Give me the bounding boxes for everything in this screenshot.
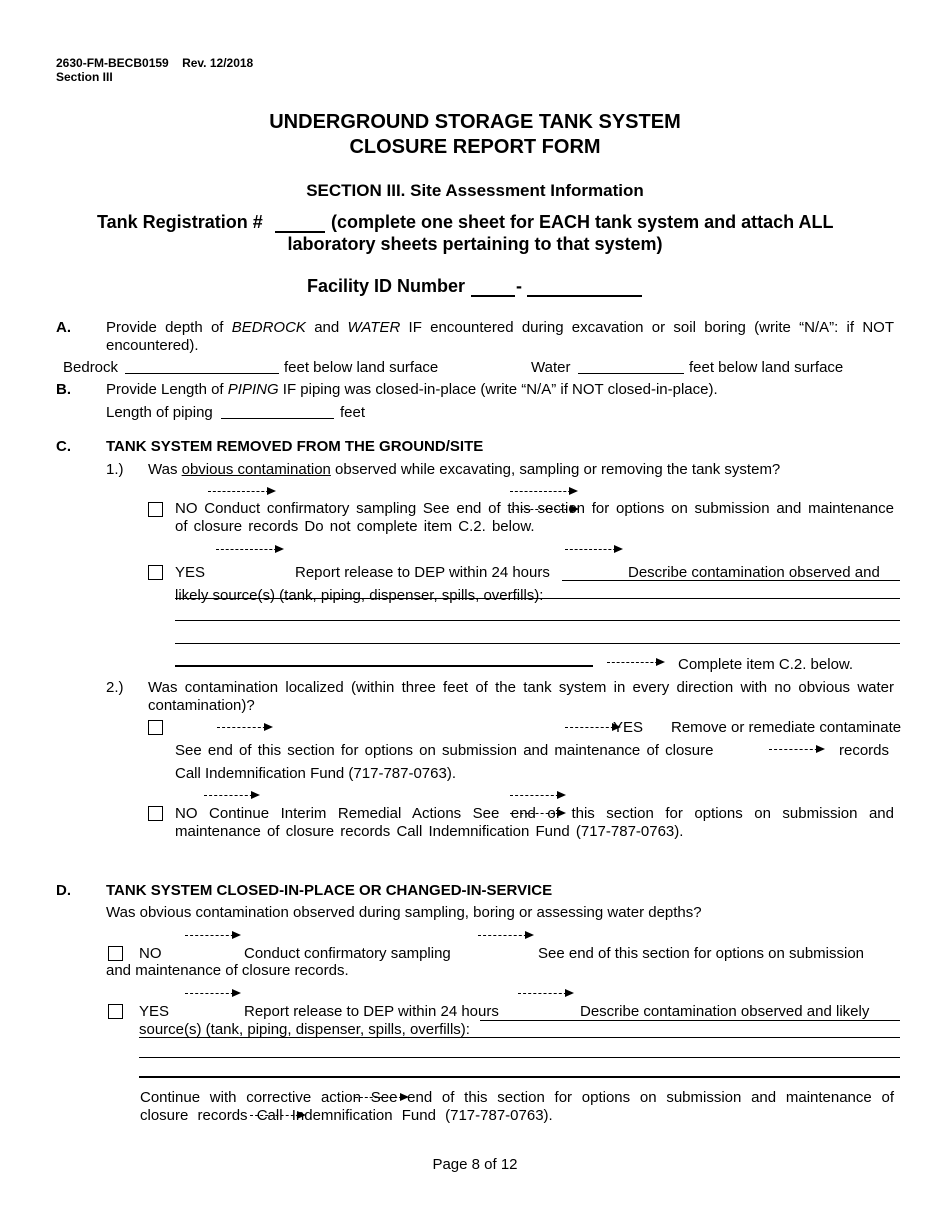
section-c-letter: C. xyxy=(56,438,71,455)
c1-yes-label: YES xyxy=(175,564,206,581)
arrow-icon xyxy=(217,727,271,728)
section-a-instructions: Provide depth of BEDROCK and WATER IF encountered during excavation or soil boring (write “N/A”: if NOT encountered). xyxy=(106,319,894,354)
c2-yes-records: records xyxy=(839,742,890,759)
arrow-icon xyxy=(478,935,532,936)
d-question: Was obvious contamination observed during sampling, boring or assessing water depths? xyxy=(106,904,702,921)
c1-answer-line-4[interactable] xyxy=(175,665,593,667)
page-title: UNDERGROUND STORAGE TANK SYSTEM xyxy=(269,111,681,133)
c2-question: Was contamination localized (within three feet of the tank system in every direction with no obvious water contamination)? xyxy=(148,679,894,714)
c1-answer-line-3[interactable] xyxy=(175,643,900,644)
arrow-icon xyxy=(208,491,274,492)
arrow-icon xyxy=(216,549,282,550)
c1-yes-report: Report release to DEP within 24 hours xyxy=(295,564,550,581)
section-d-heading: TANK SYSTEM CLOSED-IN-PLACE OR CHANGED-IN-SERVICE xyxy=(106,882,553,899)
arrow-icon xyxy=(510,813,564,814)
section-d-letter: D. xyxy=(56,882,71,899)
piping-length-field[interactable] xyxy=(221,402,334,419)
section-heading: SECTION III. Site Assessment Information xyxy=(306,181,644,200)
facility-id-dash: - xyxy=(516,276,522,296)
c2-number: 2.) xyxy=(106,679,124,696)
water-label: Water xyxy=(531,359,571,376)
arrow-icon xyxy=(355,1097,407,1098)
facility-id-field-2[interactable] xyxy=(527,276,642,297)
arrow-icon xyxy=(511,509,577,510)
d-no-label: NO xyxy=(139,945,162,962)
d-yes-label: YES xyxy=(139,1003,170,1020)
d-no-sampling: Conduct confirmatory sampling xyxy=(244,945,451,962)
c1-yes-describe: Describe contamination observed and xyxy=(628,564,880,581)
c2-no-checkbox[interactable] xyxy=(148,806,163,821)
facility-id-field-1[interactable] xyxy=(471,276,515,297)
d-yes-describe: Describe contamination observed and likely xyxy=(580,1003,870,1020)
water-unit: feet below land surface xyxy=(689,359,844,376)
page-subtitle: CLOSURE REPORT FORM xyxy=(349,136,601,158)
tank-registration-label: Tank Registration # xyxy=(97,212,263,232)
rule xyxy=(480,1020,900,1021)
c2-yes-call: Call Indemnification Fund (717-787-0763). xyxy=(175,765,456,782)
c1-answer-line-1[interactable] xyxy=(175,598,900,599)
arrow-icon xyxy=(250,1115,304,1116)
d-yes-report: Report release to DEP within 24 hours xyxy=(244,1003,499,1020)
section-label: Section III xyxy=(56,70,113,84)
c1-yes-checkbox[interactable] xyxy=(148,565,163,580)
water-depth-field[interactable] xyxy=(578,357,684,374)
piping-length-label: Length of piping xyxy=(106,404,213,421)
arrow-icon xyxy=(510,491,576,492)
d-answer-line-2[interactable] xyxy=(139,1057,900,1058)
c1-yes-source: likely source(s) (tank, piping, dispenser, spills, overfills): xyxy=(175,587,544,604)
tank-registration-field[interactable] xyxy=(275,212,325,233)
c2-yes-remove: Remove or remediate contaminate xyxy=(671,719,902,736)
form-number: 2630-FM-BECB0159 Rev. 12/2018 xyxy=(56,56,254,70)
section-a-letter: A. xyxy=(56,319,71,336)
c2-yes-options: See end of this section for options on submission and maintenance of closure xyxy=(175,742,714,759)
bedrock-label: Bedrock xyxy=(63,359,119,376)
d-answer-line-1[interactable] xyxy=(139,1037,900,1038)
arrow-icon xyxy=(607,662,663,663)
d-no-records: and maintenance of closure records. xyxy=(106,962,349,979)
d-answer-line-3[interactable] xyxy=(139,1076,900,1078)
c1-question: Was obvious contamination observed while excavating, sampling or removing the tank system? xyxy=(148,461,781,478)
d-yes-source: source(s) (tank, piping, dispenser, spills, overfills): xyxy=(139,1021,470,1038)
bedrock-unit: feet below land surface xyxy=(284,359,439,376)
section-b-instructions: Provide Length of PIPING IF piping was closed-in-place (write “N/A” if NOT closed-in-place). xyxy=(106,381,718,398)
d-no-options: See end of this section for options on submission xyxy=(538,945,865,962)
c2-yes-label: YES xyxy=(613,719,644,736)
c1-answer-line-2[interactable] xyxy=(175,620,900,621)
arrow-icon xyxy=(510,795,564,796)
c2-no-text: NO Continue Interim Remedial Actions See end of this section for options on submission and maintenance of closure records Call Indemnification Fund (717-787-0763). xyxy=(175,805,894,840)
complete-c2-note: Complete item C.2. below. xyxy=(678,656,854,673)
tank-registration-note: (complete one sheet for EACH tank system and attach ALL xyxy=(331,212,834,232)
d-continue-text: Continue with corrective action See end of this section for options on submission and maintenance of closure records Call Indemnification Fund (717-787-0763). xyxy=(140,1089,894,1124)
bedrock-depth-field[interactable] xyxy=(125,357,279,374)
facility-id-label: Facility ID Number xyxy=(307,276,466,296)
c1-no-text: NO Conduct confirmatory sampling See end of this section for options on submission and maintenance of closure records Do not complete item C.2. below. xyxy=(175,500,894,535)
arrow-icon xyxy=(204,795,258,796)
c1-number: 1.) xyxy=(106,461,124,478)
section-c-heading: TANK SYSTEM REMOVED FROM THE GROUND/SITE xyxy=(106,438,484,455)
d-yes-checkbox[interactable] xyxy=(108,1004,123,1019)
arrow-icon xyxy=(185,935,239,936)
rule xyxy=(562,580,900,581)
page-number: Page 8 of 12 xyxy=(432,1156,518,1173)
arrow-icon xyxy=(518,993,572,994)
arrow-icon xyxy=(565,549,621,550)
d-no-checkbox[interactable] xyxy=(108,946,123,961)
arrow-icon xyxy=(185,993,239,994)
section-b-letter: B. xyxy=(56,381,71,398)
arrow-icon xyxy=(565,727,619,728)
c1-no-checkbox[interactable] xyxy=(148,502,163,517)
arrow-icon xyxy=(769,749,823,750)
c2-yes-checkbox[interactable] xyxy=(148,720,163,735)
piping-length-unit: feet xyxy=(340,404,366,421)
tank-registration-note-2: laboratory sheets pertaining to that system) xyxy=(287,234,663,254)
